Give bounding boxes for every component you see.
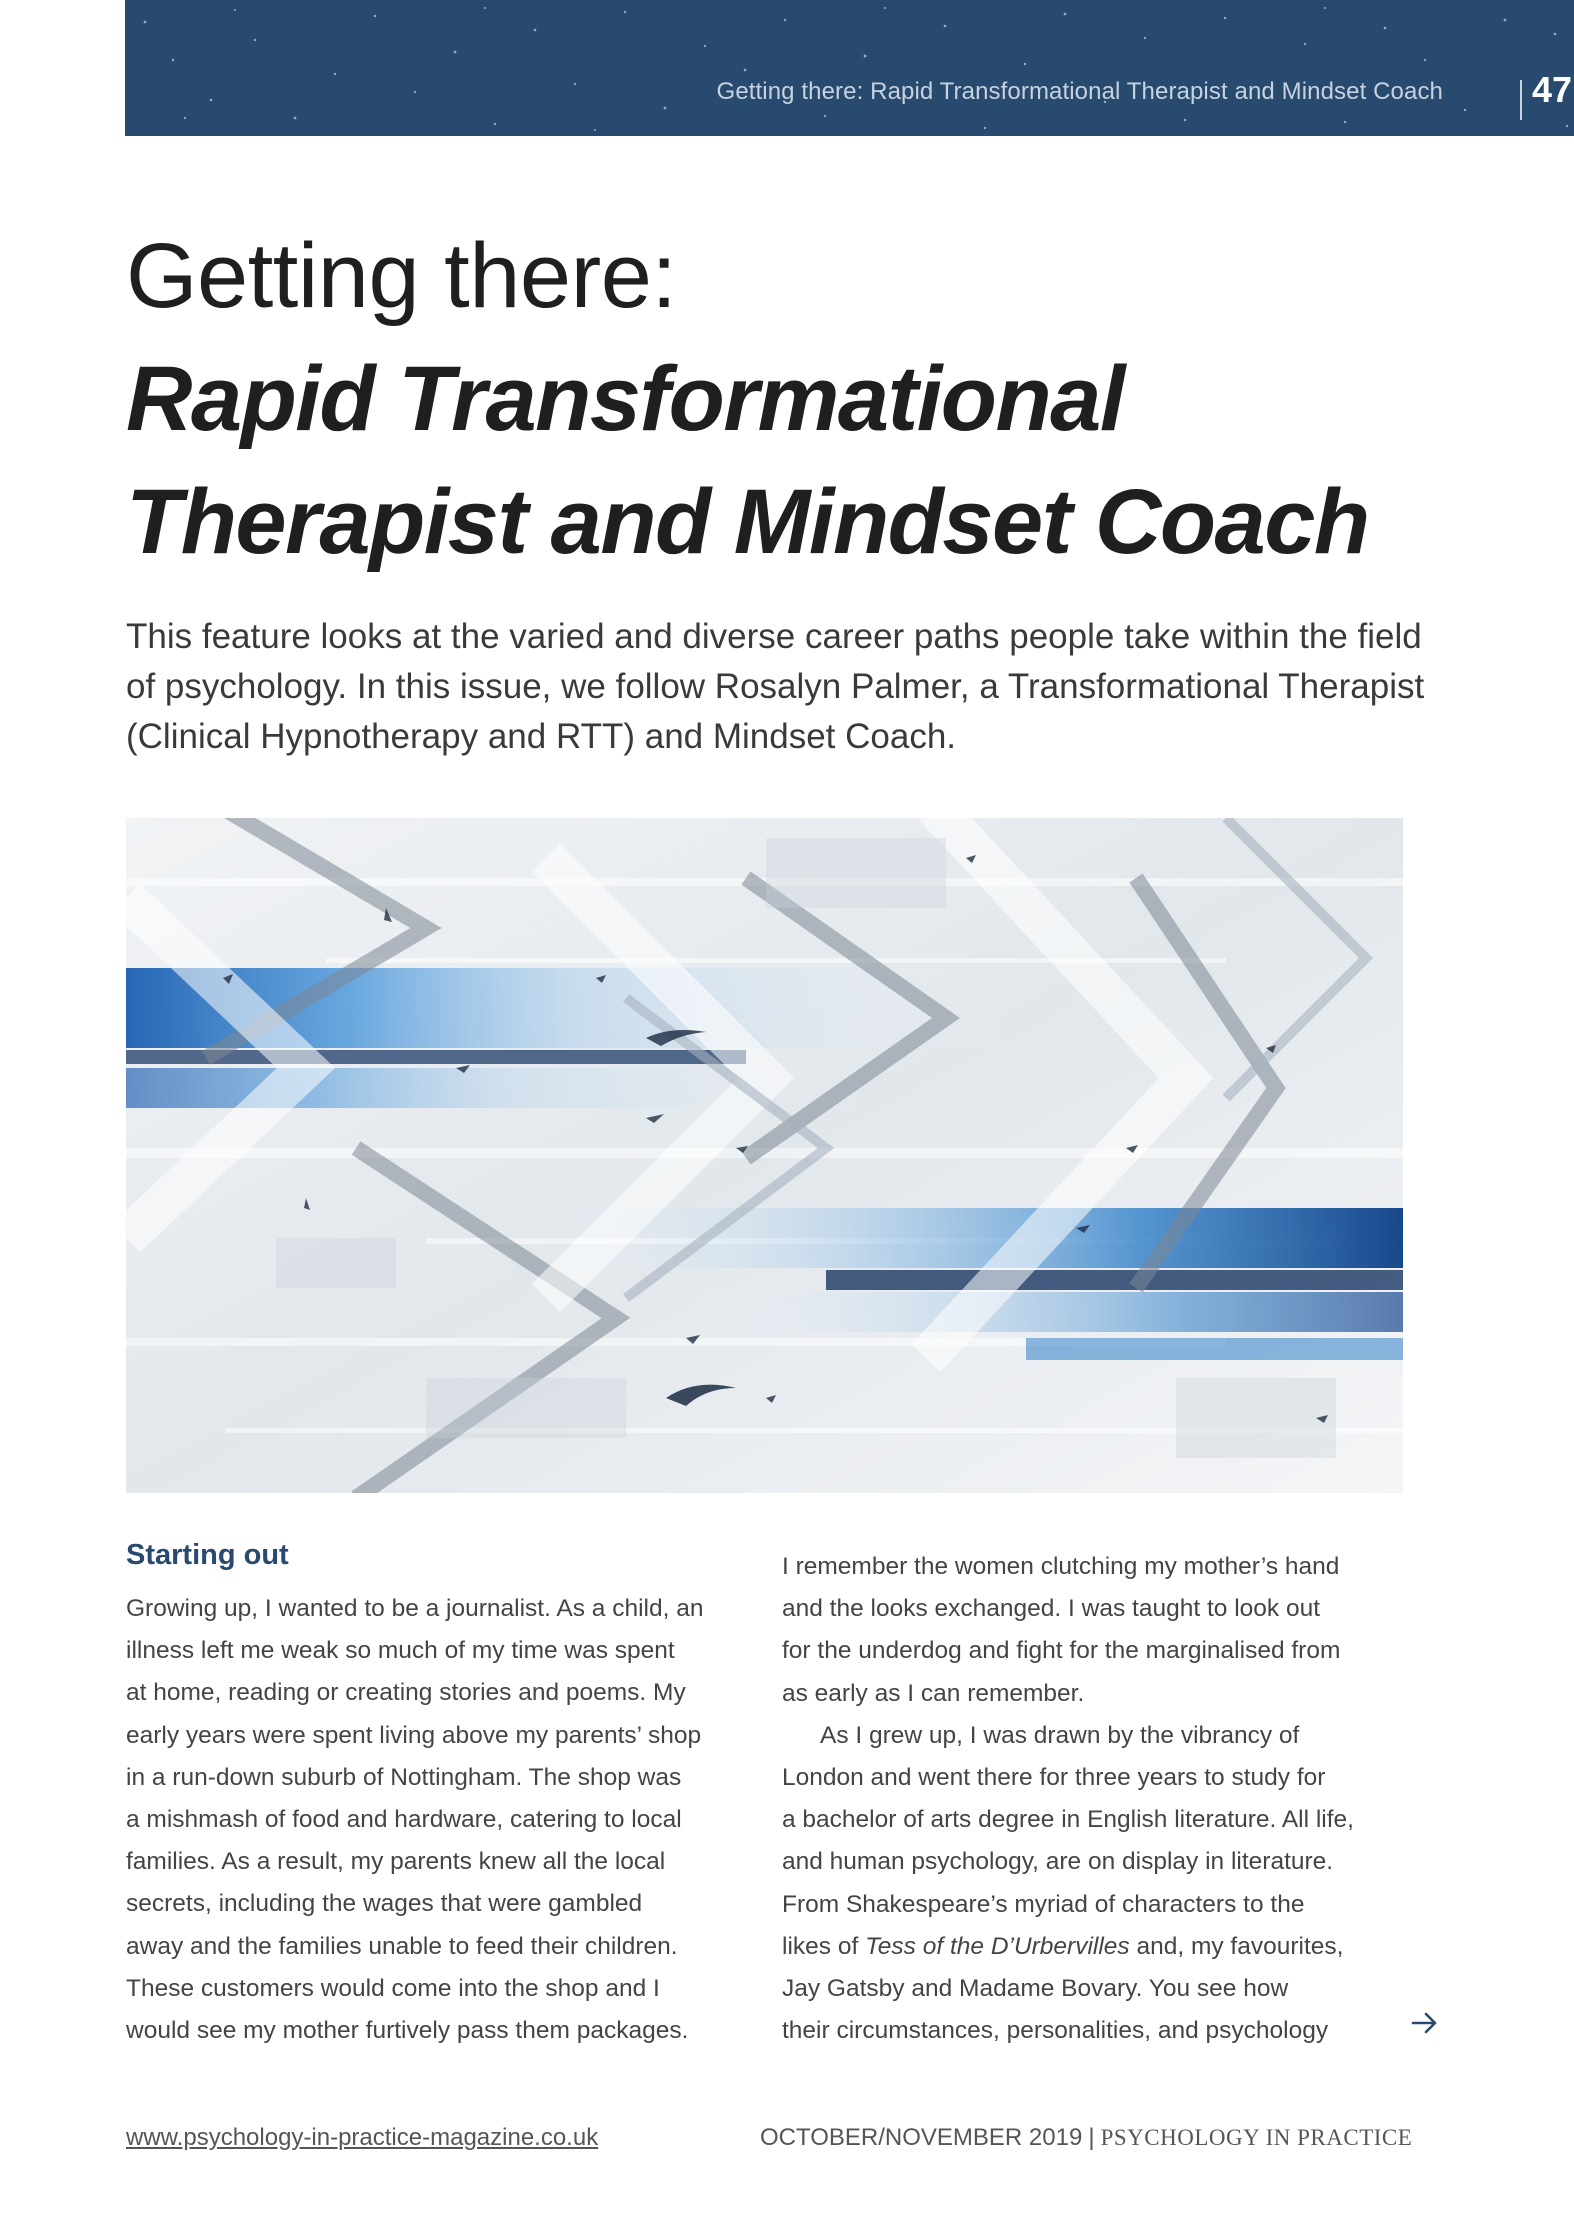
- footer-website-link[interactable]: www.psychology-in-practice-magazine.co.uk: [126, 2124, 599, 2151]
- footer-issue: [760, 2124, 1412, 2152]
- body-line: and the looks exchanged. I was taught to look out: [782, 1595, 1321, 1623]
- body-column-right: [782, 1546, 1422, 2052]
- body-line: I remember the women clutching my mother’s hand: [782, 1553, 1340, 1580]
- body-line: London and went there for three years to study for: [782, 1764, 1326, 1792]
- body-line: As I grew up, I was drawn by the vibrancy of: [820, 1721, 1300, 1749]
- running-head: Getting there: Rapid Transformational Therapist and Mindset Coach: [716, 78, 1443, 105]
- body-line: a mishmash of food and hardware, catering to local: [126, 1806, 682, 1834]
- body-line: as early as I can remember.: [782, 1679, 1085, 1707]
- body-column-left: [126, 1588, 766, 2052]
- body-line: in a run-down suburb of Nottingham. The shop was: [126, 1763, 682, 1791]
- body-line: families. As a result, my parents knew all the local: [126, 1848, 666, 1876]
- article-title-line1: Getting there:: [126, 225, 677, 327]
- body-line: would see my mother furtively pass them packages.: [126, 2017, 689, 2045]
- body-line: illness left me weak so much of my time was spent: [126, 1637, 675, 1665]
- magazine-name: PSYCHOLOGY IN PRACTICE: [1100, 2125, 1413, 2150]
- footer-separator: |: [1088, 2124, 1095, 2151]
- starfield-decoration: [125, 0, 1574, 136]
- body-line: These customers would come into the shop and I: [126, 1974, 660, 2002]
- header-banner: [125, 0, 1574, 136]
- arrow-right-icon: [1410, 2008, 1440, 2038]
- section-heading: Starting out: [126, 1539, 289, 1571]
- article-intro: This feature looks at the varied and diverse career paths people take within the field of psychology. In this issue, we follow Rosalyn Palmer, a Transformational Therapist (Clinical Hypnotherapy and RTT) and Mindset Coach.: [126, 617, 1425, 756]
- article-title-line2: Rapid Transformational: [126, 348, 1124, 450]
- body-line: Growing up, I wanted to be a journalist. As a child, an: [126, 1595, 704, 1622]
- body-line: From Shakespeare’s myriad of characters to the: [782, 1890, 1305, 1918]
- hero-image: [126, 818, 1403, 1493]
- issue-date: OCTOBER/NOVEMBER 2019: [760, 2124, 1083, 2151]
- article-title-line3: Therapist and Mindset Coach: [126, 471, 1369, 573]
- page-number: 47: [1532, 69, 1573, 110]
- body-line: early years were spent living above my parents’ shop: [126, 1721, 702, 1749]
- book-title: Tess of the D’Urbervilles: [865, 1932, 1130, 1960]
- body-text: likes of: [782, 1932, 866, 1960]
- abstract-chevron-illustration: [126, 818, 1403, 1493]
- body-line: secrets, including the wages that were gambled: [126, 1890, 643, 1918]
- body-line: and human psychology, are on display in literature.: [782, 1848, 1334, 1876]
- running-head-divider: [1520, 80, 1522, 120]
- body-line: Jay Gatsby and Madame Bovary. You see how: [782, 1975, 1289, 2003]
- body-line: at home, reading or creating stories and poems. My: [126, 1679, 686, 1707]
- body-text: and, my favourites,: [1129, 1932, 1344, 1960]
- body-line: for the underdog and fight for the marginalised from: [782, 1637, 1341, 1665]
- body-line: a bachelor of arts degree in English literature. All life,: [782, 1806, 1354, 1834]
- body-line: their circumstances, personalities, and psychology: [782, 2017, 1329, 2045]
- body-line: away and the families unable to feed their children.: [126, 1932, 678, 1960]
- body-line-with-title: [782, 1926, 1422, 1968]
